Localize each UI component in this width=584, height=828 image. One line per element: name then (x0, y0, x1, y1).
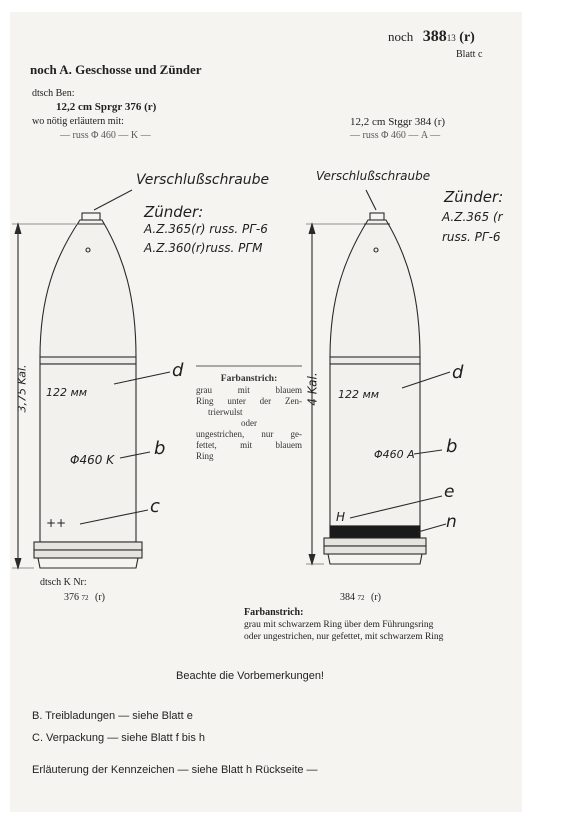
left-shell-code: — russ Φ 460 — K — (60, 130, 151, 141)
left-letter-b: b (154, 438, 166, 459)
farbanstrich-left-line: ungestrichen, nur ge- (196, 429, 302, 439)
right-shell (306, 190, 450, 564)
ref-kennzeichen: Erläuterung der Kennzeichen — siehe Blatt h Rückseite — (32, 764, 318, 776)
left-shell-ogive (40, 220, 136, 357)
farbanstrich-left-line: trierwulst (208, 407, 243, 417)
farbanstrich-right-line1: grau mit schwarzem Ring über dem Führungsring (244, 620, 434, 630)
left-foot-sub: 72 (81, 594, 89, 602)
farbanstrich-left-line: Ring (196, 451, 214, 461)
right-letter-e: e (444, 482, 455, 502)
right-letter-b: b (446, 436, 458, 457)
document-page (10, 12, 522, 812)
ref-verpackung: C. Verpackung — siehe Blatt f bis h (32, 732, 206, 744)
right-foot-sub: 72 (357, 594, 365, 602)
left-shell-centering-band (40, 357, 136, 364)
explain-label: wo nötig erläutern mit: (32, 116, 124, 127)
left-foot-suffix: (r) (95, 592, 105, 603)
left-shell-driving-band (34, 542, 142, 550)
right-fuze-label: Zünder: (444, 188, 504, 206)
left-fuze-line1: A.Z.365(r) russ. PΓ-6 (144, 222, 268, 236)
right-shell-driving-band (324, 538, 426, 546)
farbanstrich-right-line2: oder ungestrichen, nur gefettet, mit schwarzem Ring (244, 632, 444, 642)
right-letter-d: d (452, 362, 464, 383)
right-dimension-arrow-top (309, 224, 315, 234)
left-shell-cap (82, 213, 100, 220)
right-cap-leader (366, 190, 376, 210)
right-shell-base (328, 554, 422, 564)
left-length-label: 3,75 Kal. (15, 364, 29, 413)
right-shell-cap (370, 213, 384, 220)
right-foot-main: 384 (340, 592, 355, 603)
farbanstrich-left-line: oder (241, 418, 257, 428)
farbanstrich-left-line: grau mit blauem (196, 385, 302, 395)
left-mark-caliber: 122 мм (46, 386, 88, 399)
left-fuze-line2: A.Z.360(r)russ. PΓM (144, 241, 263, 255)
sheet-main-number: 388 (422, 28, 447, 45)
farbanstrich-left-line: Ring unter der Zen- (196, 396, 302, 406)
right-leader-n (418, 524, 446, 532)
right-mark-caliber: 122 мм (338, 388, 380, 401)
right-dimension-arrow-bottom (309, 554, 315, 564)
left-cap-label: Verschlußschraube (136, 172, 270, 188)
right-mark-code: Φ460 A (374, 448, 415, 461)
right-shell-driving-band-lower (324, 546, 426, 554)
blatt-label: Blatt c (456, 49, 483, 60)
left-foot-main: 376 (64, 592, 79, 603)
farbanstrich-right-title: Farbanstrich: (244, 607, 304, 618)
farbanstrich-left (196, 374, 302, 462)
left-mark-plus: ++ (46, 516, 67, 530)
ref-treibladungen: B. Treibladungen — siehe Blatt e (32, 710, 193, 722)
left-mark-code: Φ460 K (70, 453, 115, 467)
left-cap-leader (94, 190, 132, 210)
right-shell-name: 12,2 cm Stggr 384 (r) (350, 116, 446, 128)
right-fuze-line2: russ. PΓ-6 (442, 230, 501, 244)
right-mark-h: H (336, 510, 346, 524)
ben-label: dtsch Ben: (32, 88, 75, 99)
left-fuze-label: Zünder: (144, 203, 204, 221)
right-letter-n: n (446, 512, 457, 532)
left-letter-d: d (172, 360, 184, 381)
right-shell-ogive (330, 220, 420, 357)
left-dimension-arrow-top (15, 224, 21, 234)
left-shell-base (38, 558, 138, 568)
right-length-label: 4 Kal. (305, 372, 320, 406)
farbanstrich-left-title: Farbanstrich: (220, 374, 278, 384)
sheet-sub-number: 13 (446, 33, 456, 43)
right-shell-centering-band (330, 357, 420, 364)
left-foot-number (64, 592, 105, 603)
left-shell-name: 12,2 cm Sprgr 376 (r) (56, 101, 157, 113)
section-title: noch A. Geschosse und Zünder (30, 62, 202, 77)
left-foot-label: dtsch K Nr: (40, 577, 87, 588)
right-cap-label: Verschlußschraube (316, 169, 431, 183)
left-letter-c: c (150, 496, 160, 517)
right-shell-code: — russ Φ 460 — A — (350, 130, 441, 141)
right-fuze-line1: A.Z.365 (r (442, 210, 503, 224)
right-shell-black-ring (330, 526, 420, 538)
right-foot-suffix: (r) (371, 592, 381, 603)
noch-label: noch (388, 29, 414, 44)
left-shell-driving-band-lower (34, 550, 142, 558)
note-text: Beachte die Vorbemerkungen! (176, 670, 324, 682)
right-foot-number (340, 592, 381, 603)
farbanstrich-left-line: fettet, mit blauem (196, 440, 302, 450)
left-dimension-arrow-bottom (15, 558, 21, 568)
sheet-suffix: (r) (459, 30, 475, 45)
